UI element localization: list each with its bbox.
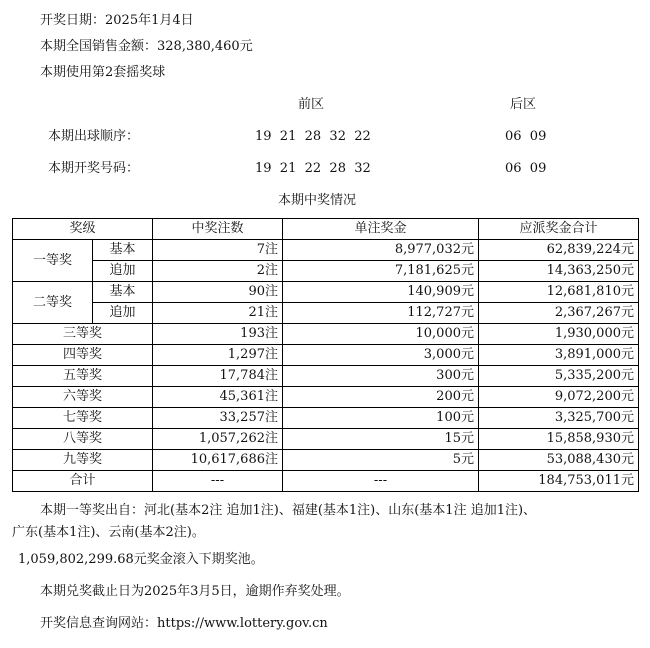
header-amount: 单注奖金 (283, 219, 479, 240)
prize-total: 15,858,930元 (479, 429, 639, 450)
prize-amount: 3,000元 (283, 345, 479, 366)
sales-amount: 本期全国销售金额：328,380,460元 (40, 39, 253, 54)
prize-amount: 10,000元 (283, 324, 479, 345)
table-row (13, 387, 639, 408)
draw-order-front: 19 21 28 32 22 (255, 129, 371, 144)
table-sum-row (13, 471, 639, 492)
draw-order-label: 本期出球顺序： (48, 129, 140, 144)
winning-numbers-back: 06 09 (505, 161, 547, 176)
table-row (13, 366, 639, 387)
prize-total: 14,363,250元 (479, 261, 639, 282)
draw-date: 开奖日期：2025年1月4日 (40, 13, 194, 28)
prize-amount: 100元 (283, 408, 479, 429)
table-row (13, 429, 639, 450)
prize-total: 12,681,810元 (479, 282, 639, 303)
sum-total: 184,753,011元 (479, 471, 639, 492)
prize-amount: 8,977,032元 (283, 240, 479, 261)
prize-amount: 7,181,625元 (283, 261, 479, 282)
winner-count: 7注 (153, 240, 283, 261)
prize-amount: 112,727元 (283, 303, 479, 324)
prize-amount: 140,909元 (283, 282, 479, 303)
winner-count: 33,257注 (153, 408, 283, 429)
table-row (13, 408, 639, 429)
claim-deadline: 本期兑奖截止日为2025年3月5日，逾期作弃奖处理。 (40, 584, 350, 599)
sum-amount: --- (283, 471, 479, 492)
front-zone-label: 前区 (298, 97, 325, 112)
prize-level: 七等奖 (13, 408, 153, 429)
prize-table (12, 218, 639, 492)
sub-level: 基本 (93, 282, 153, 303)
prize-total: 3,325,700元 (479, 408, 639, 429)
winner-count: 17,784注 (153, 366, 283, 387)
header-total: 应派奖金合计 (479, 219, 639, 240)
prize-amount: 5元 (283, 450, 479, 471)
winning-numbers-label: 本期开奖号码： (48, 161, 140, 176)
table-row (13, 303, 639, 324)
table-title: 本期中奖情况 (278, 193, 357, 208)
winner-count: 45,361注 (153, 387, 283, 408)
prize-total: 62,839,224元 (479, 240, 639, 261)
table-row (13, 240, 639, 261)
prize-amount: 200元 (283, 387, 479, 408)
winner-count: 1,057,262注 (153, 429, 283, 450)
sub-level: 追加 (93, 303, 153, 324)
prize-amount: 300元 (283, 366, 479, 387)
prize-total: 5,335,200元 (479, 366, 639, 387)
first-prize-origin-line1: 本期一等奖出自：河北(基本2注 追加1注)、福建(基本1注)、山东(基本1注 追加1注)、 (40, 503, 537, 518)
sum-count: --- (153, 471, 283, 492)
sub-level: 基本 (93, 240, 153, 261)
prize-level: 六等奖 (13, 387, 153, 408)
winner-count: 2注 (153, 261, 283, 282)
prize-level: 八等奖 (13, 429, 153, 450)
header-level: 奖级 (13, 219, 153, 240)
prize-level: 五等奖 (13, 366, 153, 387)
second-prize-label: 二等奖 (13, 282, 93, 324)
header-count: 中奖注数 (153, 219, 283, 240)
table-row (13, 324, 639, 345)
winner-count: 10,617,686注 (153, 450, 283, 471)
winning-numbers-front: 19 21 22 28 32 (255, 161, 371, 176)
table-row (13, 345, 639, 366)
first-prize-label: 一等奖 (13, 240, 93, 282)
prize-total: 1,930,000元 (479, 324, 639, 345)
table-row (13, 261, 639, 282)
prize-total: 53,088,430元 (479, 450, 639, 471)
ball-set: 本期使用第2套摇奖球 (40, 65, 166, 80)
winner-count: 193注 (153, 324, 283, 345)
sub-level: 追加 (93, 261, 153, 282)
prize-level: 三等奖 (13, 324, 153, 345)
prize-level: 九等奖 (13, 450, 153, 471)
winner-count: 90注 (153, 282, 283, 303)
winner-count: 1,297注 (153, 345, 283, 366)
winner-count: 21注 (153, 303, 283, 324)
prize-total: 2,367,267元 (479, 303, 639, 324)
sum-label: 合计 (13, 471, 153, 492)
draw-order-back: 06 09 (505, 129, 547, 144)
table-row (13, 282, 639, 303)
prize-total: 9,072,200元 (479, 387, 639, 408)
back-zone-label: 后区 (510, 97, 537, 112)
prize-total: 3,891,000元 (479, 345, 639, 366)
info-website: 开奖信息查询网站：https://www.lottery.gov.cn (40, 616, 328, 631)
table-row (13, 450, 639, 471)
prize-level: 四等奖 (13, 345, 153, 366)
table-header-row (13, 219, 639, 240)
prize-amount: 15元 (283, 429, 479, 450)
rollover-amount: 1,059,802,299.68元奖金滚入下期奖池。 (18, 552, 264, 567)
first-prize-origin-line2: 广东(基本1注)、云南(基本2注)。 (12, 525, 205, 540)
